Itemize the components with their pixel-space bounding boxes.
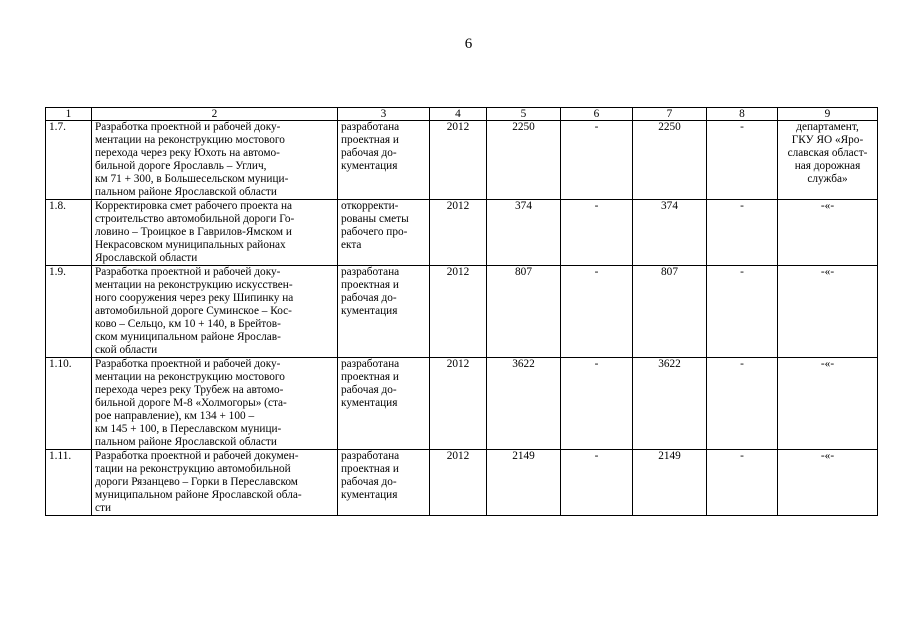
result-status-line: кументация: [341, 397, 398, 409]
work-description-line: Некрасовском муниципальных районах: [95, 239, 286, 251]
row-number: 1.9.: [46, 266, 92, 358]
work-description-line: ловино – Троицкое в Гаврилов-Ямском и: [95, 226, 292, 238]
work-description-line: Разработка проектной и рабочей докумен-: [95, 450, 299, 462]
federal-cell: -: [561, 266, 633, 358]
other-cell: -: [707, 450, 778, 516]
column-header: 6: [561, 108, 633, 121]
total-cell: 3622: [487, 358, 561, 450]
result-status-line: разработана: [341, 358, 400, 370]
work-description-line: Ярославской области: [95, 252, 198, 264]
other-cell: -: [707, 200, 778, 266]
result-status-line: кументация: [341, 305, 398, 317]
regional-cell: 807: [633, 266, 707, 358]
responsible-cell: [778, 450, 878, 516]
year-cell: 2012: [430, 200, 487, 266]
work-description: [92, 450, 338, 516]
result-status: [338, 266, 430, 358]
responsible-cell-line: -«-: [820, 266, 835, 278]
responsible-cell-line: департамент,: [796, 121, 859, 133]
result-status-line: кументация: [341, 489, 398, 501]
responsible-cell-line: ГКУ ЯО «Яро-: [791, 134, 864, 146]
work-description-line: ково – Сельцо, км 10 + 140, в Брейтов-: [95, 318, 281, 330]
work-description-line: км 71 + 300, в Большесельском муници-: [95, 173, 289, 185]
work-description-line: дороги Рязанцево – Горки в Переславском: [95, 476, 298, 488]
result-status-line: рабочая до-: [341, 292, 397, 304]
result-status-line: разработана: [341, 121, 400, 133]
responsible-cell-line: -«-: [820, 200, 835, 212]
federal-cell: -: [561, 358, 633, 450]
column-header: 8: [707, 108, 778, 121]
work-description-line: бильной дороге Ярославль – Углич,: [95, 160, 267, 172]
table-body: [46, 121, 878, 516]
row-number: 1.11.: [46, 450, 92, 516]
work-description-line: км 145 + 100, в Переславском муници-: [95, 423, 282, 435]
work-description-line: ской области: [95, 344, 158, 356]
work-description-line: перехода через реку Юхоть на автомо-: [95, 147, 280, 159]
responsible-cell-line: славская област-: [787, 147, 868, 159]
federal-cell: -: [561, 450, 633, 516]
year-cell: 2012: [430, 358, 487, 450]
column-header: 2: [92, 108, 338, 121]
work-description-line: ском муниципальном районе Ярослав-: [95, 331, 281, 343]
row-number: 1.8.: [46, 200, 92, 266]
result-status-line: откорректи-: [341, 200, 399, 212]
federal-cell: -: [561, 200, 633, 266]
work-description-line: автомобильной дороге Суминское – Кос-: [95, 305, 292, 317]
result-status-line: разработана: [341, 266, 400, 278]
work-description-line: перехода через реку Трубеж на автомо-: [95, 384, 284, 396]
table-row: [46, 358, 878, 450]
work-description-line: Разработка проектной и рабочей доку-: [95, 358, 281, 370]
program-table: [45, 107, 878, 516]
work-description-line: бильной дороге М-8 «Холмогоры» (ста-: [95, 397, 287, 409]
work-description-line: Разработка проектной и рабочей доку-: [95, 266, 281, 278]
responsible-cell: [778, 121, 878, 200]
table-row: [46, 450, 878, 516]
result-status-line: рабочая до-: [341, 147, 397, 159]
result-status-line: проектная и: [341, 371, 399, 383]
work-description: [92, 200, 338, 266]
work-description: [92, 121, 338, 200]
work-description-line: строительство автомобильной дороги Го-: [95, 213, 295, 225]
result-status-line: разработана: [341, 450, 400, 462]
work-description: [92, 266, 338, 358]
column-header: 5: [487, 108, 561, 121]
result-status-line: проектная и: [341, 463, 399, 475]
result-status-line: рабочая до-: [341, 384, 397, 396]
table-row: [46, 121, 878, 200]
result-status: [338, 200, 430, 266]
work-description-line: ментации на реконструкцию искусствен-: [95, 279, 293, 291]
other-cell: -: [707, 121, 778, 200]
responsible-cell-line: -«-: [820, 358, 835, 370]
responsible-cell: [778, 266, 878, 358]
result-status: [338, 450, 430, 516]
total-cell: 374: [487, 200, 561, 266]
responsible-cell: [778, 358, 878, 450]
other-cell: -: [707, 266, 778, 358]
result-status-line: екта: [341, 239, 362, 251]
regional-cell: 2250: [633, 121, 707, 200]
year-cell: 2012: [430, 121, 487, 200]
work-description-line: Разработка проектной и рабочей доку-: [95, 121, 281, 133]
table-row: [46, 200, 878, 266]
row-number: 1.10.: [46, 358, 92, 450]
work-description-line: ментации на реконструкцию мостового: [95, 371, 285, 383]
responsible-cell-line: -«-: [820, 450, 835, 462]
result-status: [338, 121, 430, 200]
row-number: 1.7.: [46, 121, 92, 200]
work-description: [92, 358, 338, 450]
work-description-line: ментации на реконструкцию мостового: [95, 134, 285, 146]
column-header: 1: [46, 108, 92, 121]
federal-cell: -: [561, 121, 633, 200]
responsible-cell-line: ная дорожная: [794, 160, 861, 172]
page-number: 6: [464, 36, 473, 52]
result-status-line: проектная и: [341, 134, 399, 146]
work-description-line: муниципальном районе Ярославской обла-: [95, 489, 302, 501]
total-cell: 2250: [487, 121, 561, 200]
regional-cell: 374: [633, 200, 707, 266]
work-description-line: тации на реконструкцию автомобильной: [95, 463, 291, 475]
result-status-line: проектная и: [341, 279, 399, 291]
total-cell: 807: [487, 266, 561, 358]
work-description-line: ного сооружения через реку Шипинку на: [95, 292, 294, 304]
column-header: 7: [633, 108, 707, 121]
column-header: 3: [338, 108, 430, 121]
column-header: 9: [778, 108, 878, 121]
other-cell: -: [707, 358, 778, 450]
result-status-line: рабочая до-: [341, 476, 397, 488]
result-status-line: рованы сметы: [341, 213, 409, 225]
table-row: [46, 266, 878, 358]
header-row: [46, 108, 878, 121]
year-cell: 2012: [430, 450, 487, 516]
responsible-cell-line: служба»: [807, 173, 848, 185]
result-status-line: рабочего про-: [341, 226, 408, 238]
total-cell: 2149: [487, 450, 561, 516]
column-header: 4: [430, 108, 487, 121]
work-description-line: сти: [95, 502, 111, 514]
regional-cell: 2149: [633, 450, 707, 516]
result-status: [338, 358, 430, 450]
regional-cell: 3622: [633, 358, 707, 450]
work-description-line: Корректировка смет рабочего проекта на: [95, 200, 293, 212]
work-description-line: пальном районе Ярославской области: [95, 186, 277, 198]
responsible-cell: [778, 200, 878, 266]
result-status-line: кументация: [341, 160, 398, 172]
year-cell: 2012: [430, 266, 487, 358]
work-description-line: рое направление), км 134 + 100 –: [95, 410, 255, 422]
work-description-line: пальном районе Ярославской области: [95, 436, 277, 448]
